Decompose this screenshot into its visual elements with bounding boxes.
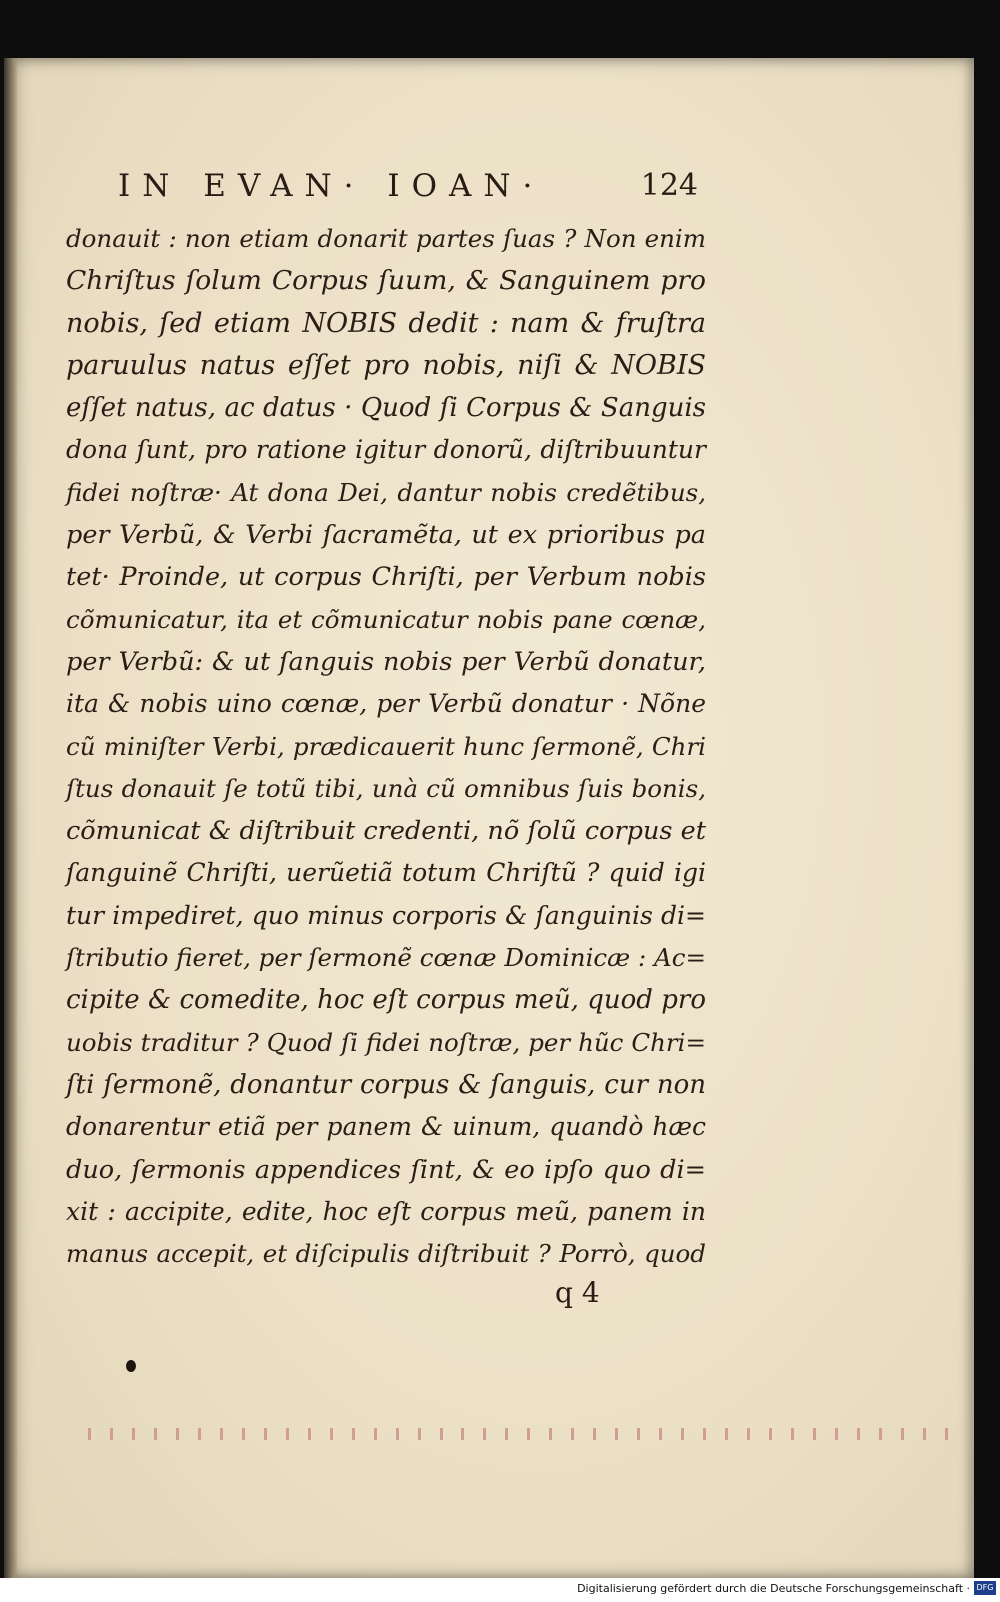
running-title: IN EVAN· IOAN·: [118, 168, 545, 204]
text-line: paruulus natus eſſet pro nobis, niſi & NOBIS: [66, 349, 706, 381]
text-line: dona ſunt, pro ratione igitur donorũ, diſtribuuntur: [66, 435, 706, 465]
stitch-mark: [110, 1428, 113, 1440]
stitch-mark: [725, 1428, 728, 1440]
stitch-mark: [901, 1428, 904, 1440]
text-line: uobis traditur ? Quod ſi fidei noſtræ, per hũc Chri=: [66, 1027, 706, 1057]
text-line: tur impediret, quo minus corporis & ſanguinis di=: [66, 900, 706, 930]
stitch-mark: [374, 1428, 377, 1440]
running-head: [118, 168, 698, 208]
stitch-mark: [132, 1428, 135, 1440]
stitch-mark: [461, 1428, 464, 1440]
text-line: ita & nobis uino cœnæ, per Verbũ donatur · Nõne: [66, 689, 706, 719]
sewing-marks: [88, 1428, 948, 1448]
signature-mark: q 4: [555, 1276, 600, 1309]
stitch-mark: [593, 1428, 596, 1440]
text-line: donarentur etiã per panem & uinum, quandò hæc: [66, 1112, 706, 1142]
stitch-mark: [286, 1428, 289, 1440]
funding-credit: Digitalisierung gefördert durch die Deutsche Forschungsgemeinschaft ·: [577, 1582, 970, 1595]
stitch-mark: [681, 1428, 684, 1440]
text-line: fidei noſtræ· At dona Dei, dantur nobis credẽtibus,: [66, 477, 706, 507]
text-line: cipite & comedite, hoc eſt corpus meũ, quod pro: [66, 985, 706, 1016]
stitch-mark: [945, 1428, 948, 1440]
stitch-mark: [549, 1428, 552, 1440]
text-line: tet· Proinde, ut corpus Chriſti, per Verbum nobis: [66, 562, 706, 593]
stitch-mark: [571, 1428, 574, 1440]
stitch-mark: [637, 1428, 640, 1440]
body-text: [66, 218, 706, 1275]
stitch-mark: [923, 1428, 926, 1440]
stitch-mark: [154, 1428, 157, 1440]
stitch-mark: [264, 1428, 267, 1440]
stitch-mark: [857, 1428, 860, 1440]
stitch-mark: [396, 1428, 399, 1440]
text-line: nobis, ſed etiam NOBIS dedit : nam & fruſtra: [66, 307, 706, 339]
text-line: cõmunicatur, ita et cõmunicatur nobis pane cœnæ,: [66, 604, 706, 634]
stitch-mark: [330, 1428, 333, 1440]
stitch-mark: [418, 1428, 421, 1440]
text-line: cõmunicat & diſtribuit credenti, nõ ſolũ corpus et: [66, 816, 706, 847]
page-number: 124: [640, 168, 698, 203]
text-line: ſti ſermonẽ, donantur corpus & ſanguis, cur non: [66, 1069, 706, 1100]
stitch-mark: [769, 1428, 772, 1440]
stitch-mark: [440, 1428, 443, 1440]
stitch-mark: [88, 1428, 91, 1440]
ink-spot: [126, 1360, 136, 1372]
stitch-mark: [505, 1428, 508, 1440]
text-line: ſtus donauit ſe totũ tibi, unà cũ omnibus ſuis bonis,: [66, 773, 706, 803]
text-line: duo, ſermonis appendices ſint, & eo ipſo quo di=: [66, 1154, 706, 1185]
stitch-mark: [813, 1428, 816, 1440]
stitch-mark: [483, 1428, 486, 1440]
stitch-mark: [198, 1428, 201, 1440]
page-gutter-shadow: [4, 58, 18, 1578]
text-line: eſſet natus, ac datus · Quod ſi Corpus & Sanguis: [66, 393, 706, 424]
stitch-mark: [659, 1428, 662, 1440]
text-line: cũ miniſter Verbi, prædicauerit hunc ſermonẽ, Chri: [66, 731, 706, 761]
stitch-mark: [747, 1428, 750, 1440]
stitch-mark: [615, 1428, 618, 1440]
stitch-mark: [791, 1428, 794, 1440]
stitch-mark: [835, 1428, 838, 1440]
text-line: per Verbũ: & ut ſanguis nobis per Verbũ donatur,: [66, 646, 706, 677]
stitch-mark: [220, 1428, 223, 1440]
stitch-mark: [879, 1428, 882, 1440]
text-line: ſanguinẽ Chriſti, uerũetiã totum Chriſtũ ? quid igi: [66, 858, 706, 888]
stitch-mark: [176, 1428, 179, 1440]
text-line: Chriſtus ſolum Corpus ſuum, & Sanguinem pro: [66, 265, 706, 297]
text-line: ſtributio fieret, per ſermonẽ cœnæ Dominicæ : Ac=: [66, 943, 706, 973]
stitch-mark: [703, 1428, 706, 1440]
stitch-mark: [352, 1428, 355, 1440]
stitch-mark: [242, 1428, 245, 1440]
text-line: donauit : non etiam donarit partes ſuas ? Non enim: [66, 224, 706, 253]
text-line: xit : accipite, edite, hoc eſt corpus meũ, panem in: [66, 1196, 706, 1226]
stitch-mark: [527, 1428, 530, 1440]
text-line: per Verbũ, & Verbi ſacramẽta, ut ex prioribus pa: [66, 520, 706, 551]
stitch-mark: [308, 1428, 311, 1440]
dfg-logo: DFG: [974, 1581, 996, 1595]
text-line: manus accepit, et diſcipulis diſtribuit ? Porrò, quod: [66, 1239, 706, 1269]
